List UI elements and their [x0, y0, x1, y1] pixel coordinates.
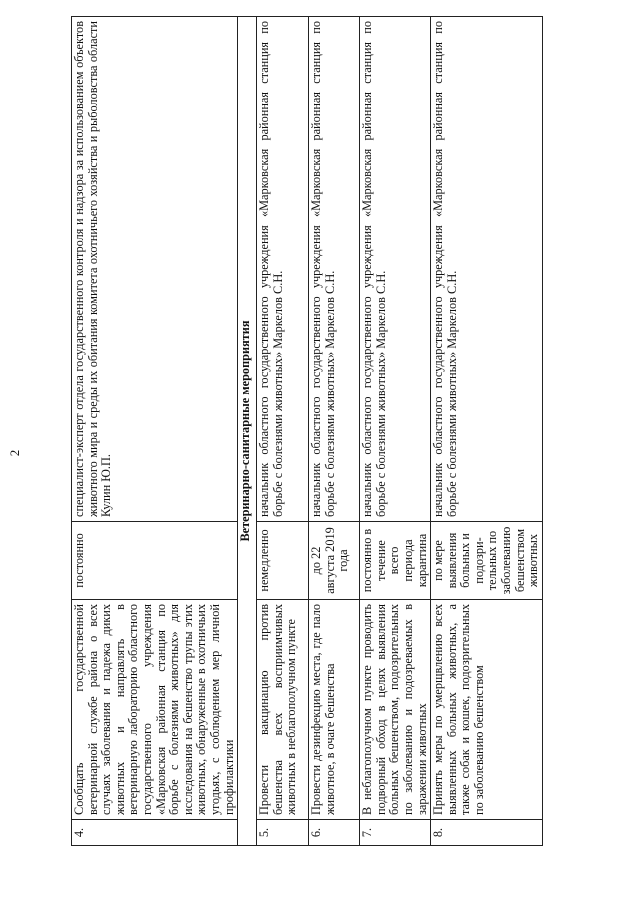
- deadline-cell: по мере выявления больных и подозри-тельных по заболеванию бешенством животных: [431, 522, 543, 600]
- section-title: Ветеринарно-санитарные мероприятия: [238, 17, 257, 846]
- row-number: 7.: [360, 820, 431, 846]
- row-number: 6.: [309, 820, 360, 846]
- responsible-cell: специалист-эксперт отдела государственного контроля и надзора за использованием объектов животного мира и среды их обитания комитета охотничьего хозяйства и рыболовства области Кулин Ю.П.: [72, 17, 238, 522]
- measure-cell: Принять меры по умерщвлению всех выявленных больных животных, а также собак и кошек, подозрительных по заболеванию бешенством: [431, 600, 543, 820]
- measure-cell: В неблагополучном пункте проводить подворный обход в целях выявления больных бешенством, подозрительных по заболеванию и подозреваемых в заражении животных: [360, 600, 431, 820]
- deadline-cell: немедленно: [257, 522, 309, 600]
- responsible-cell: начальник областного государственного учреждения «Марковская районная станция по борьбе с болезнями животных» Маркелов С.Н.: [309, 17, 360, 522]
- table-row: [72, 17, 238, 846]
- row-number: 8.: [431, 820, 543, 846]
- table-row: [431, 17, 543, 846]
- table-row: [257, 17, 309, 846]
- rotated-page-content: [71, 16, 541, 846]
- responsible-cell: начальник областного государственного учреждения «Марковская районная станция по борьбе с болезнями животных» Маркелов С.Н.: [431, 17, 543, 522]
- deadline-cell: постоянно: [72, 522, 238, 600]
- section-row: [238, 17, 257, 846]
- measure-cell: Провести вакцинацию против бешенства всех восприимчивых животных в неблагополучном пункте: [257, 600, 309, 820]
- measure-cell: Сообщать государственной ветеринарной службе района о всех случаях заболевания и падежа диких животных и направлять в ветеринарную лабораторию областного государственного учреждения «Марковская районная станция по борьбе с болезнями животных» для исследования на бешенство трупы этих животных, обнаруженные в охотничьих угодьях, с соблюдением мер личной профилактики: [72, 600, 238, 820]
- table-row: [360, 17, 431, 846]
- table-row: [309, 17, 360, 846]
- deadline-cell: постоянно в течение всего периода карантина: [360, 522, 431, 600]
- row-number: 4.: [72, 820, 238, 846]
- deadline-cell: до 22 августа 2019 года: [309, 522, 360, 600]
- row-number: 5.: [257, 820, 309, 846]
- measure-cell: Провести дезинфекцию места, где пало животное, в очаге бешенства: [309, 600, 360, 820]
- responsible-cell: начальник областного государственного учреждения «Марковская районная станция по борьбе с болезнями животных» Маркелов С.Н.: [257, 17, 309, 522]
- responsible-cell: начальник областного государственного учреждения «Марковская районная станция по борьбе с болезнями животных» Маркелов С.Н.: [360, 17, 431, 522]
- page-number: 2: [7, 449, 22, 457]
- measures-table: [71, 16, 543, 846]
